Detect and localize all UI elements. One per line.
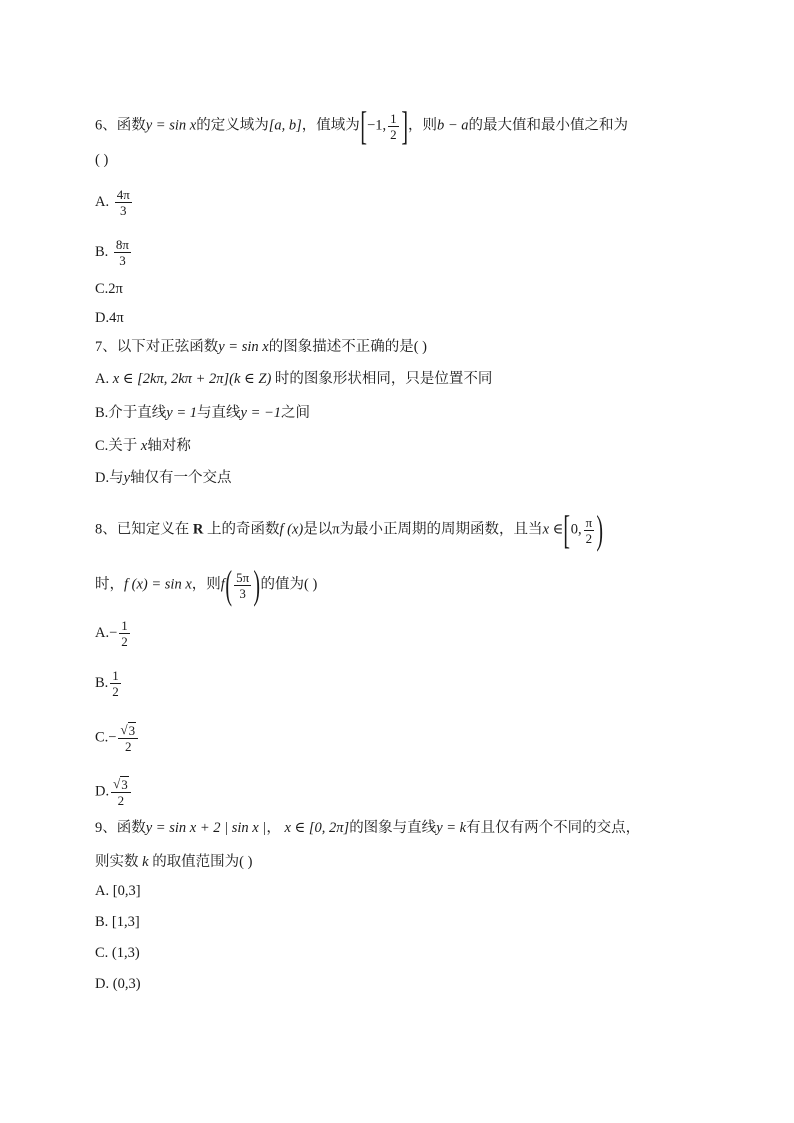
q9-stem — [95, 818, 640, 838]
q9-stem-2 — [95, 852, 252, 872]
q6-text: 6、函数 — [95, 117, 146, 134]
option-math: y = −1 — [240, 405, 282, 421]
q6-b-minus-a: b − a — [436, 117, 469, 134]
option-label: C. — [95, 281, 109, 297]
q6-option-b — [95, 237, 133, 268]
denominator: 3 — [239, 585, 246, 601]
option-label: A. — [95, 193, 110, 210]
q7-stem — [95, 337, 427, 357]
numerator: π — [585, 514, 593, 530]
q6-option-d — [95, 308, 124, 328]
numerator: 1 — [390, 110, 397, 126]
q8-function-def: f (x) = sin x — [124, 576, 192, 593]
left-bracket: [ — [563, 507, 571, 552]
q6-stem — [95, 103, 629, 148]
numerator: 1 — [121, 618, 128, 633]
option-math: y — [123, 470, 131, 486]
q6-option-a — [95, 187, 134, 218]
option-label: A. — [95, 371, 110, 387]
option-label: B. — [95, 243, 109, 260]
q9-line: y = k — [436, 820, 467, 836]
option-math: y = 1 — [166, 405, 198, 421]
sqrt-symbol: √ 3 — [120, 722, 136, 738]
q6-text: 的定义域为 — [196, 117, 269, 134]
option-math: x ∈ [2kπ, 2kπ + 2π](k ∈ Z) — [112, 371, 272, 387]
q8-x-in: x ∈ — [542, 521, 564, 538]
q9-text: 有且仅有两个不同的交点， — [466, 820, 641, 836]
option-fraction — [110, 668, 121, 699]
option-value: (0,3) — [112, 976, 141, 992]
option-fraction — [111, 776, 131, 808]
q8-interval-fraction — [584, 515, 595, 546]
q9-function: y = sin x + 2 | sin x | — [145, 820, 267, 836]
q7-function: y = sin x — [218, 339, 269, 355]
option-sign: − — [109, 624, 118, 641]
q8-option-a — [95, 618, 132, 649]
q6-text: ，则 — [407, 117, 437, 134]
q8-text: 为最小正周期的周期函数，且当 — [339, 521, 543, 538]
q7-option-a — [95, 369, 492, 389]
q9-text: 的图象与直线 — [349, 820, 437, 836]
option-value: (1,3) — [111, 945, 140, 961]
q8-option-d — [95, 776, 133, 808]
q9-text: ， — [266, 820, 281, 836]
q6-function: y = sin x — [145, 117, 197, 134]
q6-range-left: −1, — [367, 117, 387, 134]
q8-stem — [95, 507, 604, 552]
q9-option-b — [95, 912, 140, 932]
q9-option-a — [95, 881, 141, 901]
option-value: 4π — [109, 310, 124, 326]
q7-text: 的图象描述不正确的是( ) — [268, 339, 427, 355]
option-text: 轴仅有一个交点 — [130, 470, 232, 486]
denominator: 2 — [125, 739, 132, 754]
q7-option-b — [95, 403, 310, 423]
option-value: [1,3] — [111, 914, 140, 930]
q7-option-d — [95, 468, 232, 488]
q8-interval-left: 0, — [570, 521, 582, 538]
q8-text: 是以 — [303, 521, 333, 538]
option-value: 2π — [108, 281, 123, 297]
q9-option-c — [95, 943, 140, 963]
option-fraction — [119, 618, 130, 649]
q8-text: 的值为( ) — [260, 576, 318, 593]
q7-text: 7、以下对正弦函数 — [95, 339, 219, 355]
q9-k: k — [142, 854, 149, 870]
option-text: 与直线 — [197, 405, 241, 421]
q8-text: ，则 — [191, 576, 221, 593]
q9-option-d — [95, 974, 141, 994]
q9-domain: x ∈ [0, 2π] — [284, 820, 350, 836]
left-paren: ( — [225, 562, 232, 607]
option-fraction — [115, 187, 132, 218]
numerator: 5π — [236, 569, 250, 585]
option-text: C.关于 — [95, 438, 138, 454]
option-label: C. — [95, 729, 109, 746]
q6-option-c — [95, 279, 123, 299]
option-text: D.与 — [95, 470, 124, 486]
q9-text: 的取值范围为( ) — [152, 854, 253, 870]
sqrt-symbol: √ 3 — [113, 776, 128, 792]
q6-text: 的最大值和最小值之和为 — [468, 117, 629, 134]
option-label: C. — [95, 945, 109, 961]
denominator: 3 — [120, 203, 127, 218]
q8-stem-2 — [95, 562, 318, 607]
q8-f: f — [220, 576, 225, 593]
q8-pi: π — [332, 521, 340, 538]
numerator: 8π — [115, 237, 129, 252]
option-label: D. — [95, 310, 110, 326]
option-value: [0,3] — [112, 883, 141, 899]
denominator: 3 — [119, 253, 126, 268]
option-label: A. — [95, 624, 110, 641]
option-sign: − — [108, 729, 117, 746]
q8-option-b — [95, 668, 123, 699]
q6-paren: ( ) — [95, 152, 109, 168]
q8-text: 时， — [95, 576, 124, 593]
q7-option-c — [95, 436, 191, 456]
option-math: x — [140, 438, 148, 454]
option-label: A. — [95, 883, 110, 899]
option-fraction — [114, 237, 131, 268]
q9-text: 则实数 — [95, 854, 139, 870]
q8-function: f (x) — [279, 521, 304, 538]
q6-text: ，值域为 — [301, 117, 360, 134]
denominator: 2 — [112, 684, 119, 699]
option-label: D. — [95, 976, 110, 992]
right-paren: ) — [596, 507, 604, 552]
q6-domain: [a, b] — [268, 117, 302, 134]
option-label: B. — [95, 674, 109, 691]
option-label: B. — [95, 914, 109, 930]
left-bracket: [ — [360, 103, 367, 148]
denominator: 2 — [585, 530, 593, 546]
q8-option-c — [95, 722, 140, 754]
q6-range-fraction — [388, 111, 399, 142]
radicand: 3 — [121, 777, 128, 792]
numerator: 1 — [112, 668, 119, 683]
option-label: D. — [95, 783, 110, 800]
numerator — [111, 776, 131, 793]
q8-text: 上的奇函数 — [206, 521, 280, 538]
q8-argument-fraction — [234, 570, 251, 601]
denominator: 2 — [117, 793, 125, 808]
option-text: B.介于直线 — [95, 405, 167, 421]
denominator: 2 — [121, 634, 128, 649]
denominator: 2 — [390, 126, 397, 142]
q8-text: 8、已知定义在 — [95, 521, 190, 538]
option-text: 时的图象形状相同，只是位置不同 — [274, 371, 493, 387]
option-text: 之间 — [281, 405, 311, 421]
option-text: 轴对称 — [147, 438, 191, 454]
right-bracket: ] — [400, 103, 408, 148]
q9-text: 9、函数 — [95, 820, 146, 836]
q8-real-set: R — [192, 521, 204, 538]
option-fraction — [118, 722, 138, 754]
numerator: 4π — [116, 187, 130, 202]
radicand: 3 — [128, 723, 136, 738]
numerator — [118, 722, 138, 739]
right-paren: ) — [253, 562, 261, 607]
